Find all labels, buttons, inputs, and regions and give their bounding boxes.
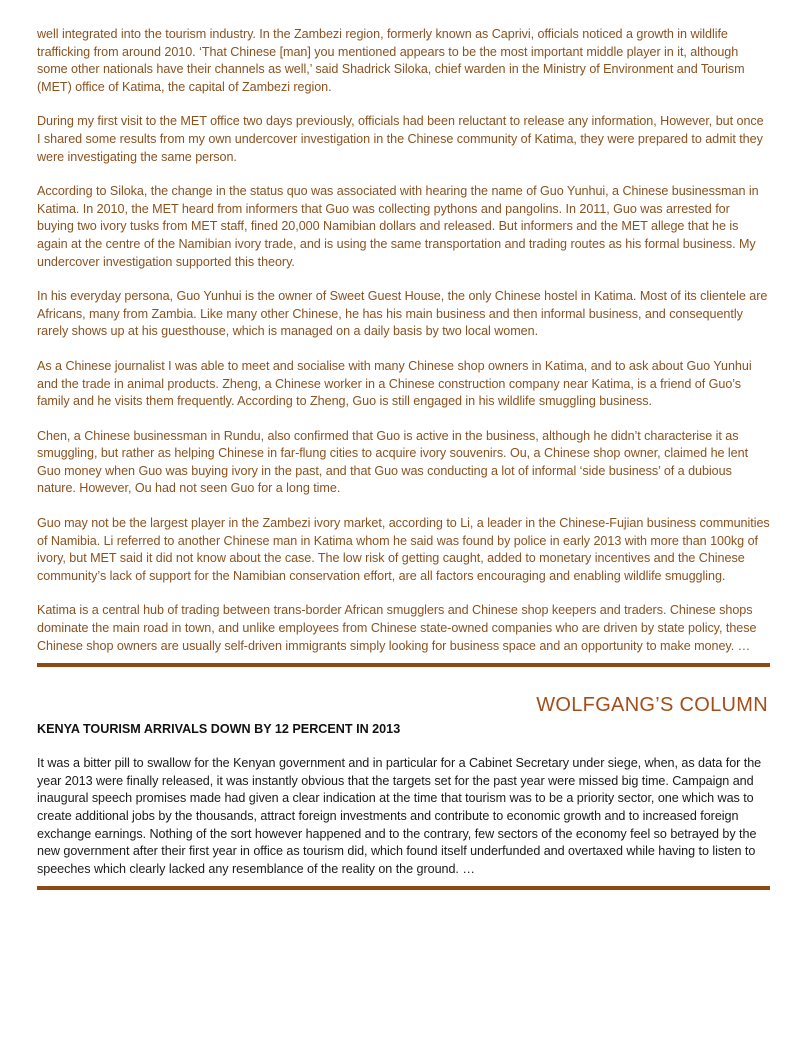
- article-paragraph: In his everyday persona, Guo Yunhui is the owner of Sweet Guest House, the only Chinese hostel in Katima. Most of its clientele are Africans, many from Zambia. Like many other Chinese, he has his main business and then informal business, and consequently rarely shows up at his guesthouse, which is managed on a daily basis by two local women.: [37, 289, 768, 339]
- article-paragraph: Guo may not be the largest player in the Zambezi ivory market, according to Li, a leader in the Chinese-Fujian business communities of Namibia. Li referred to another Chinese man in Katima whom he said was found by police in early 2013 with more than 100kg of ivory, but MET said it did not know about the case. The low risk of getting caught, added to monetary incentives and the Chinese community’s lack of support for the Namibian conservation effort, are all factors encouraging and enabling wildlife smuggling.: [37, 516, 770, 583]
- column-section: [37, 693, 770, 878]
- article-paragraph: well integrated into the tourism industry. In the Zambezi region, formerly known as Caprivi, officials noticed a growth in wildlife trafficking from around 2010. ‘That Chinese [man] you mentioned appears to be the most important middle player in it, although some other nationals have their channels as well,’ said Shadrick Siloka, chief warden in the Ministry of Environment and Tourism (MET) office of Katima, the capital of Zambezi region.: [37, 27, 745, 94]
- article-paragraph: According to Siloka, the change in the status quo was associated with hearing the name of Guo Yunhui, a Chinese businessman in Katima. In 2010, the MET heard from informers that Guo was collecting pythons and pangolins. In 2011, Guo was arrested for buying two ivory tusks from MET staff, fined 20,000 Namibian dollars and released. But informers and the MET allege that he is again at the centre of the Namibian ivory trade, and is using the same transportation and trading routes as his formal business. My undercover investigation supported this theory.: [37, 184, 759, 269]
- article-paragraph: Chen, a Chinese businessman in Rundu, also confirmed that Guo is active in the business, although he didn’t characterise it as smuggling, but rather as helping Chinese in far-flung cities to acquire ivory souvenirs. Ou, a Chinese shop owner, claimed he lent Guo money when Guo was buying ivory in the past, and that Guo was conducting a lot of informal ‘side business’ of a dubious nature. However, Ou had not seen Guo for a long time.: [37, 428, 749, 496]
- article-paragraph: Katima is a central hub of trading between trans-border African smugglers and Chinese shop keepers and traders. Chinese shops dominate the main road in town, and unlike employees from Chinese state-owned companies who are driven by state policy, these Chinese shop owners are usually self-driven immigrants simply looking for business space and an opportunity to make money. …: [37, 603, 757, 653]
- column-paragraph: It was a bitter pill to swallow for the Kenyan government and in particular for a Cabinet Secretary under siege, when, as data for the year 2013 were finally released, it was instantly obvious that the targets set for the past year were missed big time. Campaign and inaugural speech promises made had given a clear indication at the time that tourism was to be a priority sector, one which was to create additional jobs by the thousands, attract foreign investments and contribute to economic growth and to increased foreign exchange earnings. Nothing of the sort however happened and to the contrary, few sectors of the economy feel so betrayed by the new government after their first year in office as tourism did, which found itself underfunded and overtaxed while having to listen to speeches which clearly lacked any resemblance of the reality on the ground. …: [37, 756, 762, 876]
- column-subheading: KENYA TOURISM ARRIVALS DOWN BY 12 PERCENT IN 2013: [37, 722, 401, 737]
- page: [37, 26, 770, 890]
- article-paragraph: As a Chinese journalist I was able to meet and socialise with many Chinese shop owners in Katima, and to ask about Guo Yunhui and the trade in animal products. Zheng, a Chinese worker in a Chinese construction company near Katima, is a friend of Guo’s family and he visits them frequently. According to Zheng, Guo is still engaged in his wildlife smuggling business.: [37, 358, 752, 409]
- article-body: [37, 26, 770, 655]
- column-heading: WOLFGANG’S COLUMN: [536, 694, 768, 717]
- section-divider: [37, 663, 770, 667]
- article-paragraph: During my first visit to the MET office two days previously, officials had been reluctant to release any information, However, but once I shared some results from my own undercover investigation in the Chinese community of Katima, they were prepared to admit they were investigating the same person.: [37, 114, 764, 164]
- section-divider-bottom: [37, 886, 770, 890]
